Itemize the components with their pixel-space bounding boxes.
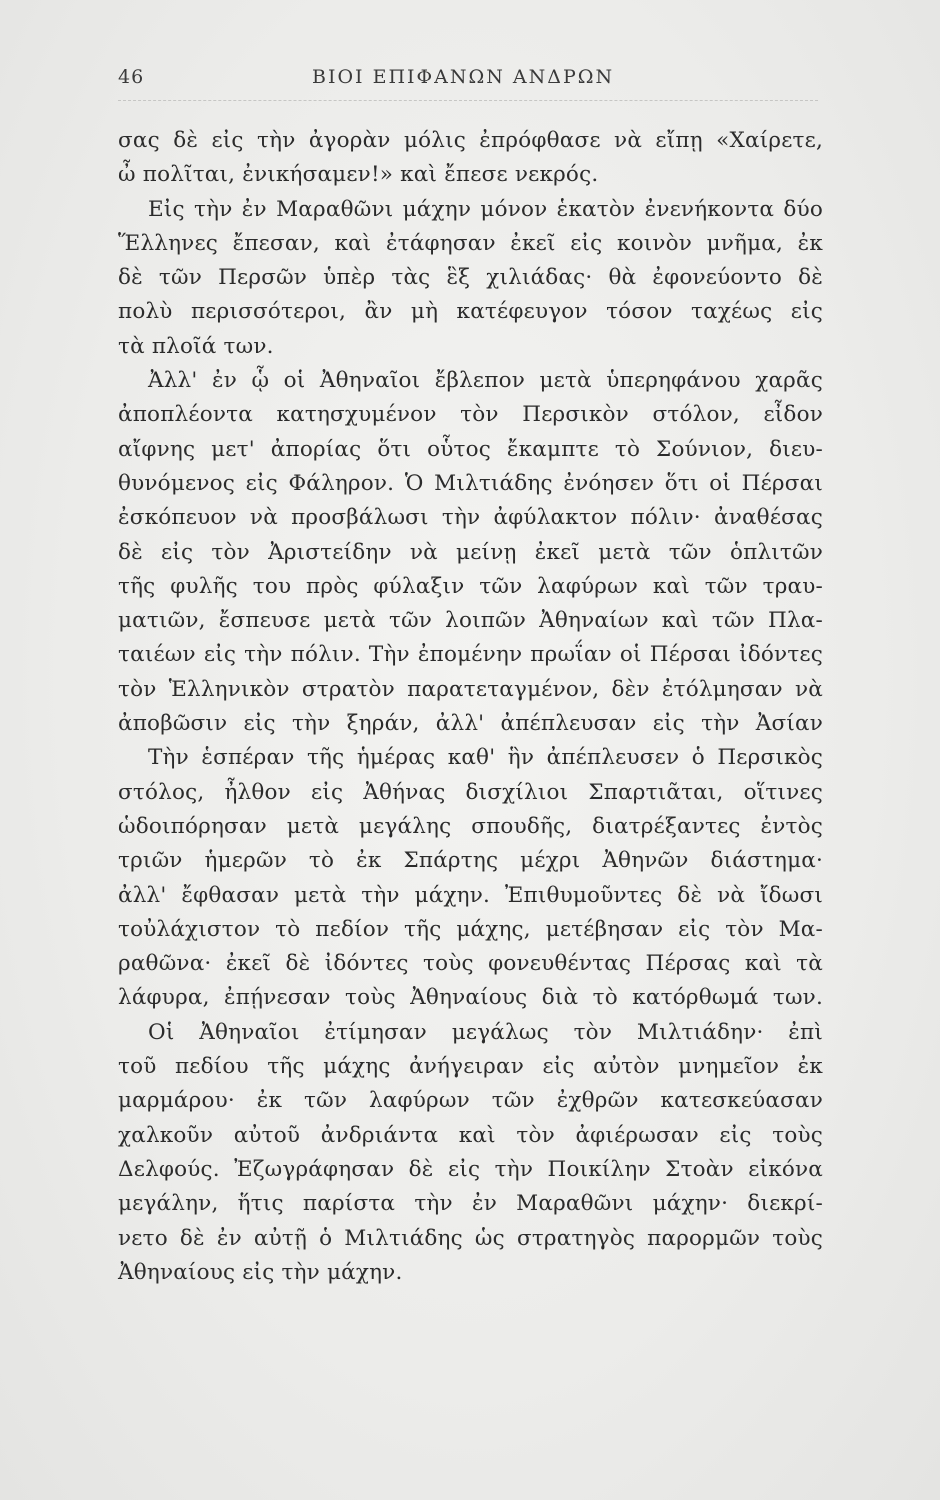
text-line: ἐσκόπευον νὰ προσβάλωσι τὴν ἀφύλακτον πόλιν· ἀναθέσας: [118, 505, 823, 531]
text-line: τοὐλάχιστον τὸ πεδίον τῆς μάχης, μετέβησαν εἰς τὸν Μα-: [118, 916, 823, 942]
text-line: ἀλλ' ἔφθασαν μετὰ τὴν μάχην. Ἐπιθυμοῦντες δὲ νὰ ἴδωσι: [118, 882, 823, 908]
text-line: ταιέων εἰς τὴν πόλιν. Τὴν ἐπομένην πρωΐαν οἱ Πέρσαι ἰδόντες: [118, 642, 823, 668]
text-line: ὦ πολῖται, ἐνικήσαμεν!» καὶ ἔπεσε νεκρός.: [118, 162, 599, 188]
text-line: νετο δὲ ἐν αὐτῇ ὁ Μιλτιάδης ὡς στρατηγὸς παρορμῶν τοὺς: [118, 1225, 823, 1251]
text-line: τοῦ πεδίου τῆς μάχης ἀνήγειραν εἰς αὐτὸν μνημεῖον ἐκ: [118, 1054, 823, 1080]
text-line: τὰ πλοῖά των.: [118, 333, 274, 359]
text-line: δὲ εἰς τὸν Ἀριστείδην νὰ μείνῃ ἐκεῖ μετὰ τῶν ὁπλιτῶν: [118, 539, 823, 565]
text-line: θυνόμενος εἰς Φάληρον. Ὁ Μιλτιάδης ἐνόησεν ὅτι οἱ Πέρσαι: [118, 470, 823, 496]
text-line: λάφυρα, ἐπῄνεσαν τοὺς Ἀθηναίους διὰ τὸ κατόρθωμά των.: [118, 985, 823, 1011]
text-line: μεγάλην, ἥτις παρίστα τὴν ἐν Μαραθῶνι μάχην· διεκρί-: [118, 1191, 823, 1217]
page-header: [118, 66, 818, 96]
header-rule: [118, 100, 818, 101]
text-line: ἀποπλέοντα κατησχυμένον τὸν Περσικὸν στόλον, εἶδον: [118, 402, 823, 428]
text-line: χαλκοῦν αὐτοῦ ἀνδριάντα καὶ τὸν ἀφιέρωσαν εἰς τοὺς: [118, 1122, 823, 1148]
text-line: Ἀλλ' ἐν ᾧ οἱ Ἀθηναῖοι ἔβλεπον μετὰ ὑπερηφάνου χαρᾶς: [148, 368, 823, 394]
text-line: ματιῶν, ἔσπευσε μετὰ τῶν λοιπῶν Ἀθηναίων καὶ τῶν Πλα-: [118, 608, 823, 634]
text-line: ραθῶνα· ἐκεῖ δὲ ἰδόντες τοὺς φονευθέντας Πέρσας καὶ τὰ: [118, 951, 823, 977]
text-line: τριῶν ἡμερῶν τὸ ἐκ Σπάρτης μέχρι Ἀθηνῶν διάστημα·: [118, 848, 823, 874]
text-line: Δελφούς. Ἐζωγράφησαν δὲ εἰς τὴν Ποικίλην Στοὰν εἰκόνα: [118, 1156, 823, 1182]
text-line: ἀποβῶσιν εἰς τὴν ξηράν, ἀλλ' ἀπέπλευσαν εἰς τὴν Ἀσίαν: [118, 711, 823, 737]
text-line: τῆς φυλῆς του πρὸς φύλαξιν τῶν λαφύρων καὶ τῶν τραυ-: [118, 573, 823, 599]
running-head: ΒΙΟΙ ΕΠΙΦΑΝΩΝ ΑΝΔΡΩΝ: [312, 66, 615, 88]
text-line: Ἀθηναίους εἰς τὴν μάχην.: [118, 1259, 403, 1285]
text-line: Ἕλληνες ἔπεσαν, καὶ ἐτάφησαν ἐκεῖ εἰς κοινὸν μνῆμα, ἐκ: [118, 230, 823, 256]
text-line: αἴφνης μετ' ἀπορίας ὅτι οὗτος ἔκαμπτε τὸ Σούνιον, διευ-: [118, 436, 823, 462]
text-line: μαρμάρου· ἐκ τῶν λαφύρων τῶν ἐχθρῶν κατεσκεύασαν: [118, 1088, 823, 1114]
text-line: δὲ τῶν Περσῶν ὑπὲρ τὰς ἓξ χιλιάδας· θὰ ἐφονεύοντο δὲ: [118, 265, 823, 291]
text-line: στόλος, ἦλθον εἰς Ἀθήνας δισχίλιοι Σπαρτιᾶται, οἵτινες: [118, 779, 823, 805]
text-line: Οἱ Ἀθηναῖοι ἐτίμησαν μεγάλως τὸν Μιλτιάδην· ἐπὶ: [148, 1019, 823, 1045]
body-text: [118, 124, 823, 1290]
text-line: Εἰς τὴν ἐν Μαραθῶνι μάχην μόνον ἑκατὸν ἐνενήκοντα δύο: [148, 196, 823, 222]
text-line: ὡδοιπόρησαν μετὰ μεγάλης σπουδῆς, διατρέξαντες ἐντὸς: [118, 813, 823, 839]
text-line: πολὺ περισσότεροι, ἂν μὴ κατέφευγον τόσον ταχέως εἰς: [118, 299, 823, 325]
text-line: τὸν Ἑλληνικὸν στρατὸν παρατεταγμένον, δὲν ἐτόλμησαν νὰ: [118, 676, 823, 702]
text-line: Τὴν ἑσπέραν τῆς ἡμέρας καθ' ἣν ἀπέπλευσεν ὁ Περσικὸς: [148, 745, 823, 771]
text-line: σας δὲ εἰς τὴν ἀγορὰν μόλις ἐπρόφθασε νὰ εἴπῃ «Χαίρετε,: [118, 128, 823, 153]
page-number: 46: [118, 66, 145, 88]
